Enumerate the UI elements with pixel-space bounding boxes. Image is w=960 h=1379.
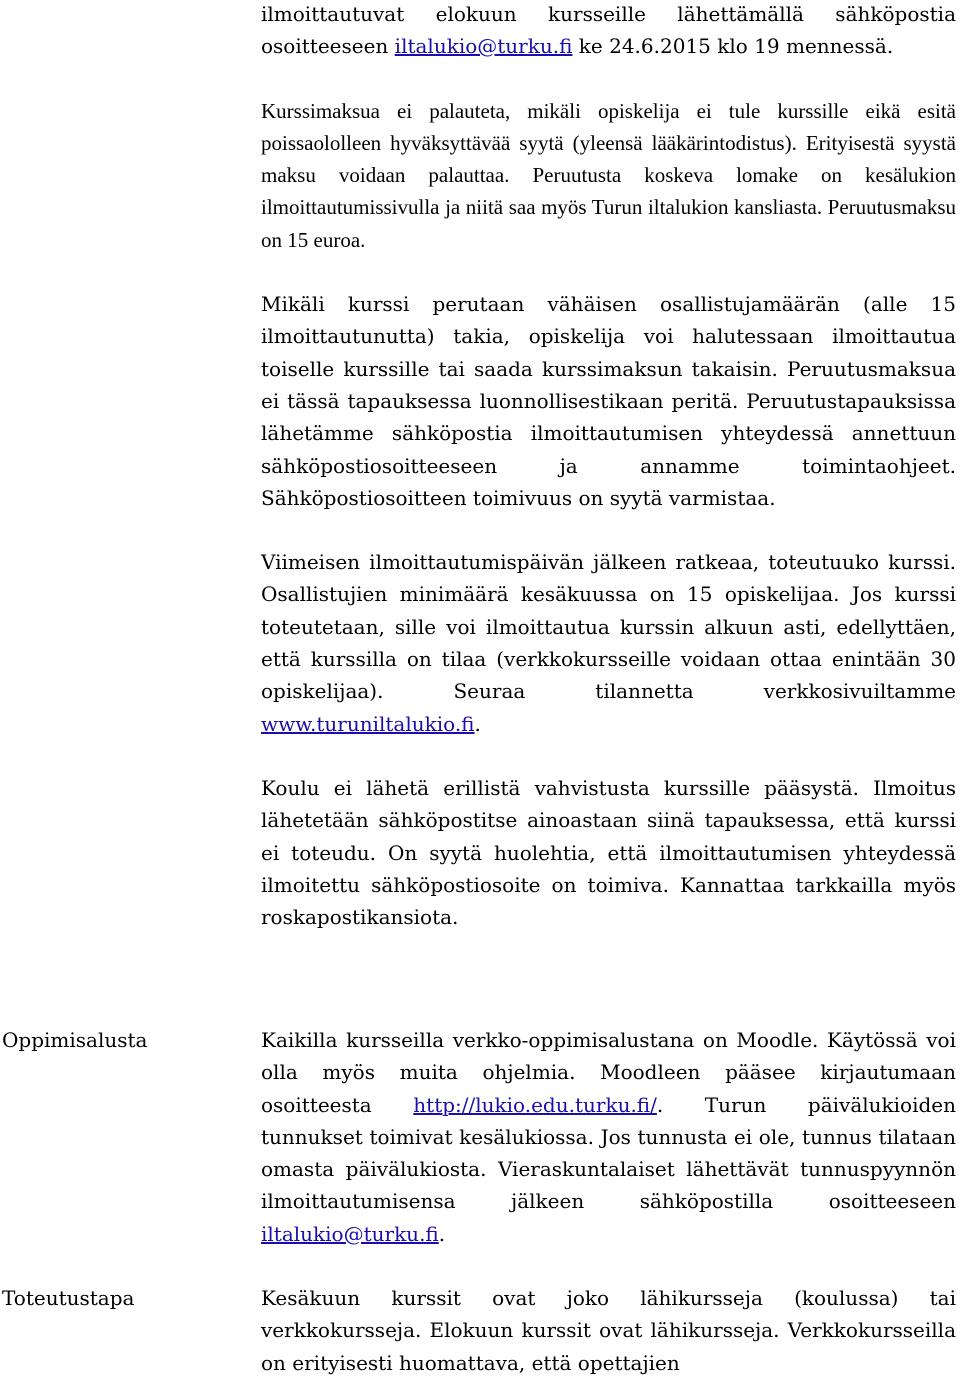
paragraph-text: Viimeisen ilmoittautumispäivän jälkeen ratkeaa, toteutuuko kurssi. Osallistujien minimäärä kesäkuussa on 15 opiskelijaa. Jos kurssi toteutetaan, sille voi ilmoittautua kurssin alkuun asti, edellyttäen, että kurssilla on tilaa (verkkokursseille voidaan ottaa enintään 30 opiskelijaa). Seuraa tilannetta verkkosivuiltamme — [261, 550, 956, 704]
paragraph-course-cancellation: Mikäli kurssi perutaan vähäisen osallistujamäärän (alle 15 ilmoittautunutta) takia, opiskelija voi halutessaan ilmoittautua toiselle kurssille tai saada kurssimaksun takaisin. Peruutusmaksua ei tässä tapauksessa luonnollisestikaan peritä. Peruutustapauksissa lähetämme sähköpostia ilmoittautumisen yhteydessä annettuun sähköpostiosoitteeseen ja annamme toimintaohjeet. Sähköpostiosoitteen toimivuus on syytä varmistaa. — [261, 292, 956, 510]
paragraph-text: ke 24.6.2015 klo 19 mennessä. — [572, 34, 894, 59]
moodle-link[interactable]: http://lukio.edu.turku.fi/ — [413, 1092, 657, 1117]
section-label: Toteutustapa — [2, 1286, 135, 1310]
paragraph-text: . Turun päivälukioiden tunnukset toimivat kesälukiossa. Jos tunnusta ei ole, tunnus tilataan omasta päivälukiosta. Vieraskuntalaiset lähettävät tunnuspyynnön ilmoittautumisensa jälkeen sähköpostilla osoitteeseen — [261, 1092, 956, 1214]
intro-section — [261, 0, 956, 933]
paragraph-refund-policy: Kurssimaksua ei palauteta, mikäli opiskelija ei tule kurssille eikä esitä poissaololleen hyväksyttävää syytä (yleensä lääkärintodistus). Erityisestä syystä maksu voidaan palauttaa. Peruutusta koskeva lomake on kesälukion ilmoittautumissivulla ja niitä saa myös Turun iltalukion kansliasta. Peruutusmaksu on 15 euroa. — [261, 98, 956, 252]
website-link[interactable]: www.turuniltalukio.fi — [261, 711, 475, 736]
paragraph-text: . — [474, 711, 481, 736]
paragraph-no-confirmation: Koulu ei lähetä erillistä vahvistusta kurssille pääsystä. Ilmoitus lähetetään sähköpostitse ainoastaan siinä tapauksessa, että kurssi ei toteudu. On syytä huolehtia, että ilmoittautumisen yhteydessä ilmoitettu sähköpostiosoite on toimiva. Kannattaa tarkkailla myös roskapostikansiota. — [261, 775, 956, 930]
paragraph-text: Kaikilla kursseilla verkko-oppimisalustana on Moodle. Käytössä voi olla myös muita ohjelmia. Moodleen pääsee kirjautumaan osoitteesta — [261, 1028, 956, 1117]
email-link[interactable]: iltalukio@turku.fi — [394, 34, 573, 59]
paragraph-text: ilmoittautuvat elokuun kursseille lähettämällä sähköpostia osoitteeseen — [261, 2, 956, 59]
paragraph-implementation: Kesäkuun kurssit ovat joko lähikursseja (koulussa) tai verkkokursseja. Elokuun kurssit ovat lähikursseja. Verkkokursseilla on erityisesti huomattava, että opettajien — [261, 1286, 956, 1375]
email-link[interactable]: iltalukio@turku.fi — [261, 1221, 439, 1246]
section-content — [261, 1282, 956, 1379]
section-content — [261, 1024, 956, 1250]
paragraph-text: . — [438, 1221, 446, 1246]
paragraph-enrollment-deadline — [261, 0, 956, 63]
section-label: Oppimisalusta — [2, 1028, 148, 1052]
paragraph-learning-platform — [261, 1024, 956, 1250]
paragraph-course-confirmation — [261, 546, 956, 740]
